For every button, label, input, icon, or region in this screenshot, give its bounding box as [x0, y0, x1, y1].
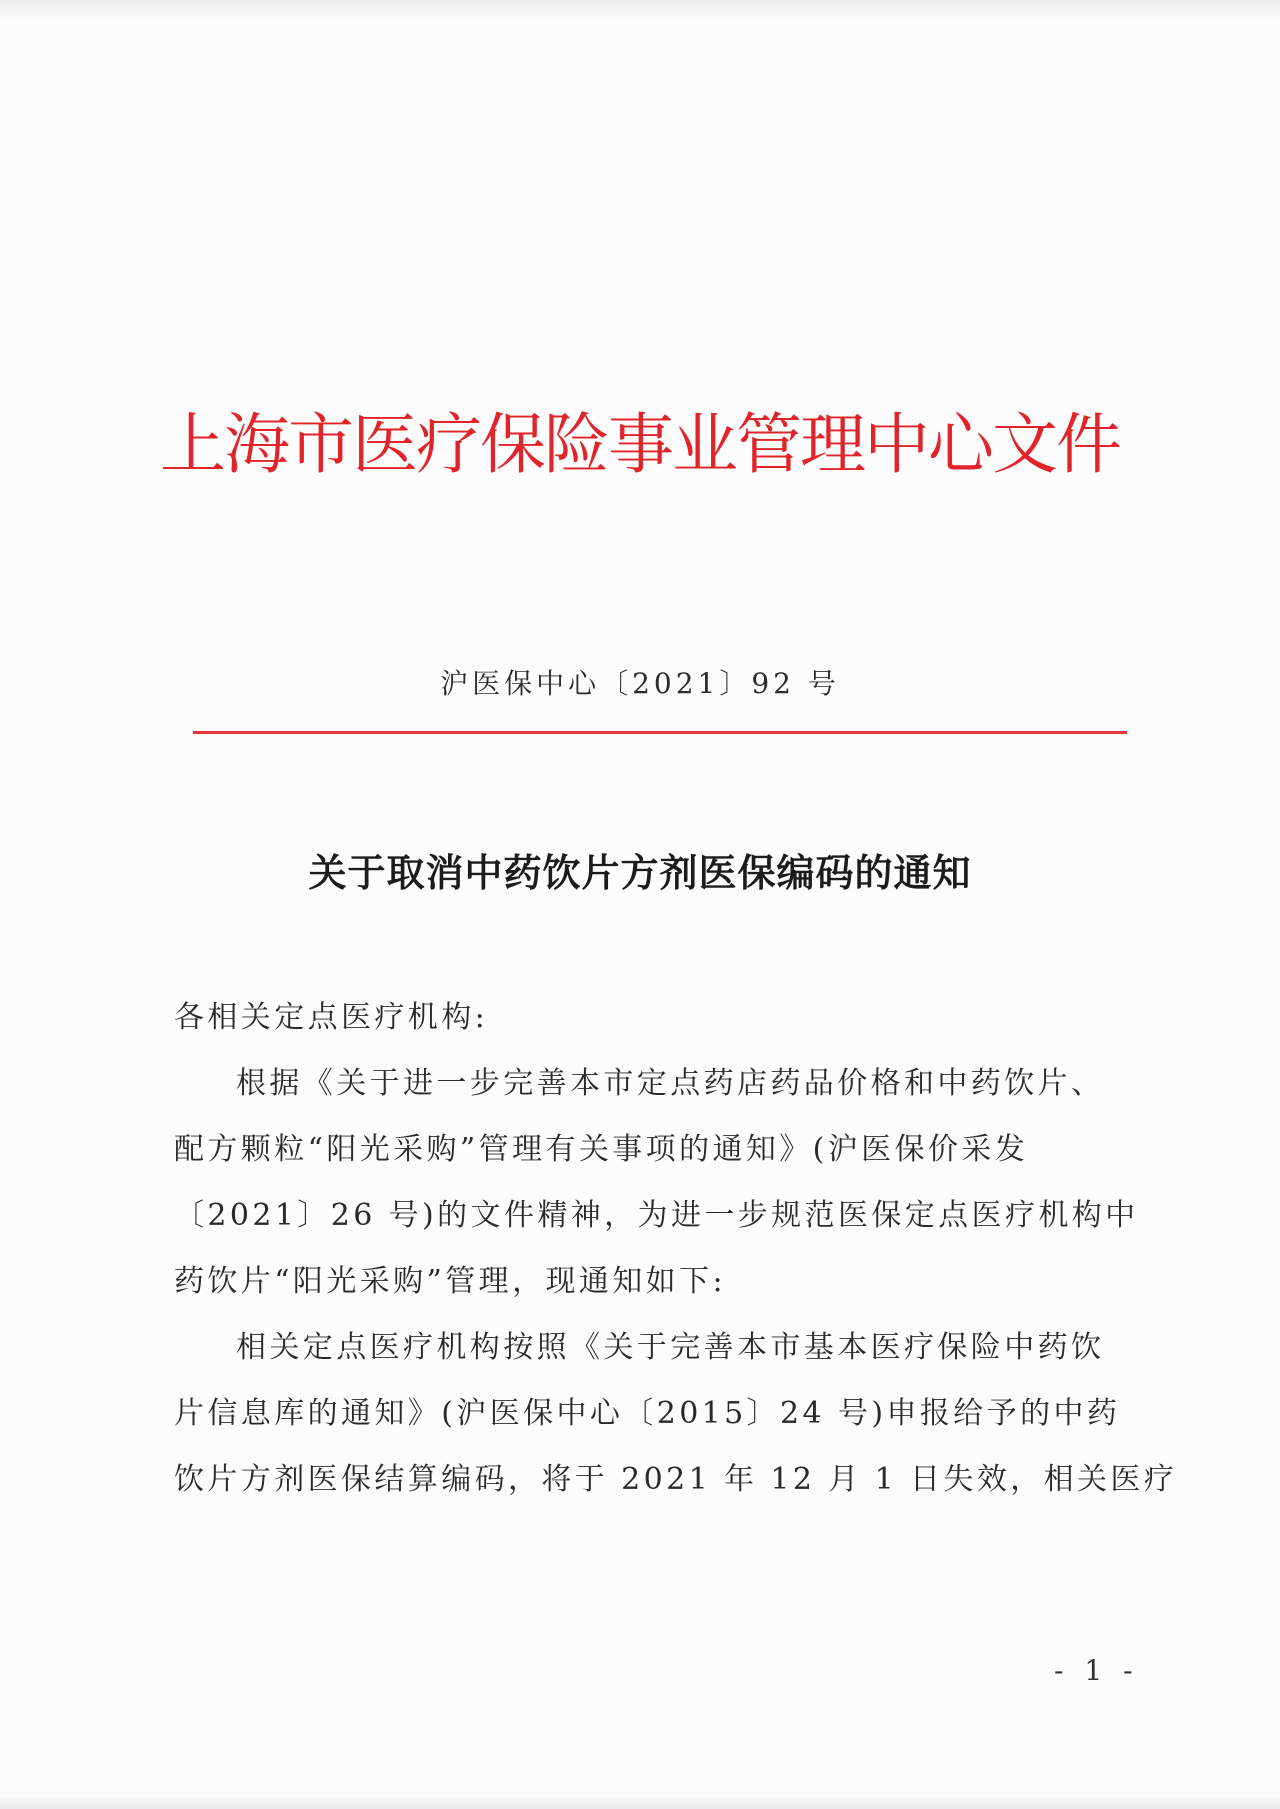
body-line: 〔2021〕26 号)的文件精神，为进一步规范医保定点医疗机构中: [174, 1198, 1139, 1233]
document-number: 沪医保中心〔2021〕92 号: [440, 667, 840, 700]
body-line: 片信息库的通知》(沪医保中心〔2015〕24 号)申报给予的中药: [174, 1396, 1121, 1431]
scan-edge-bottom: [0, 1797, 1280, 1809]
body-text: [174, 985, 1178, 1513]
body-line: 饮片方剂医保结算编码，将于 2021 年 12 月 1 日失效，相关医疗: [174, 1462, 1178, 1497]
body-line: 相关定点医疗机构按照《关于完善本市基本医疗保险中药饮: [236, 1330, 1105, 1365]
salutation-line: 各相关定点医疗机构:: [174, 1000, 489, 1035]
body-line: 根据《关于进一步完善本市定点药店药品价格和中药饮片、: [236, 1066, 1105, 1101]
red-divider-line: [193, 731, 1127, 734]
body-line: 药饮片“阳光采购”管理，现通知如下:: [174, 1264, 726, 1299]
page-number: - 1 -: [1054, 1654, 1139, 1687]
notice-title: 关于取消中药饮片方剂医保编码的通知: [308, 851, 972, 895]
body-line: 配方颗粒“阳光采购”管理有关事项的通知》(沪医保价采发: [174, 1132, 1029, 1167]
scan-edge-top: [0, 0, 1280, 22]
issuing-authority-title: 上海市医疗保险事业管理中心文件: [160, 406, 1120, 483]
